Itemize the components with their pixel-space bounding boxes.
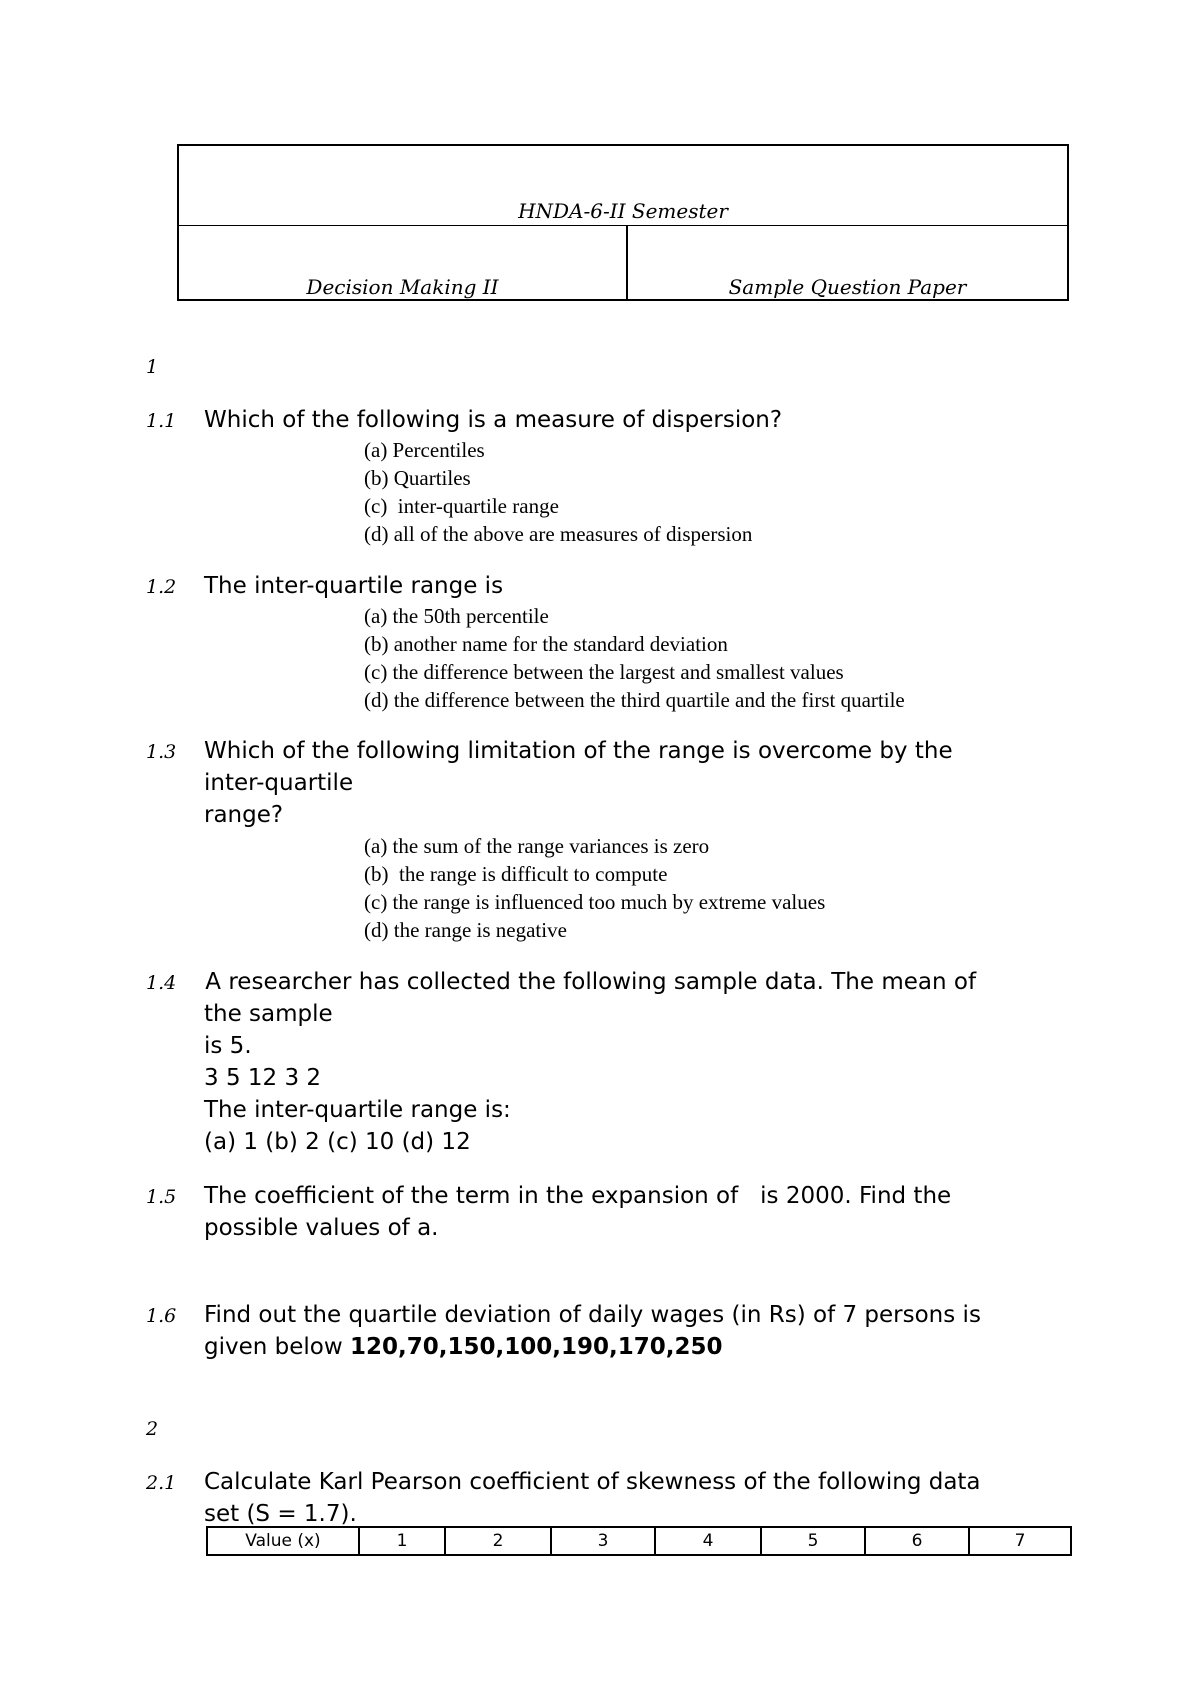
header-box [177,144,1069,301]
question-text: Find out the quartile deviation of daily wages (in Rs) of 7 persons is given below 120,70,150,100,190,170,250 [204,1302,981,1360]
table-cell: 4 [655,1527,761,1555]
paper-type-cell [628,225,1067,301]
table-cell: 7 [969,1527,1071,1555]
options-list [364,602,905,714]
table-cell: 2 [445,1527,551,1555]
wage-values: 120,70,150,100,190,170,250 [349,1334,723,1360]
options-list [364,436,752,548]
question-text: Which of the following limitation of the range is overcome by the inter-quartile range? [204,738,953,828]
paper-type-title: Sample Question Paper [728,275,967,299]
question-number: 1.4 [146,972,177,994]
option: (b) another name for the standard deviation [364,632,728,656]
question-text: The inter-quartile range is [204,573,504,599]
option: (d) the difference between the third quartile and the first quartile [364,688,905,712]
question-text: Calculate Karl Pearson coefficient of skewness of the following data set (S = 1.7). [204,1469,981,1527]
question-number: 1.1 [146,410,177,432]
table-row [207,1527,1071,1555]
option: (b) the range is difficult to compute [364,862,668,886]
question-number: 2.1 [146,1472,177,1494]
option: (b) Quartiles [364,466,471,490]
section-number: 2 [146,1418,159,1440]
option: (a) the 50th percentile [364,604,549,628]
option: (d) all of the above are measures of dispersion [364,522,753,546]
options-list [364,832,825,944]
option: (c) the range is influenced too much by extreme values [364,890,826,914]
question-text: Which of the following is a measure of dispersion? [204,407,783,433]
question-text: A researcher has collected the following sample data. The mean of the sample is 5. 3 5 12 3 2 The inter-quartile range is: (a) 1 (b) 2 (c) 10 (d) 12 [198,969,977,1155]
table-header-cell: Value (x) [207,1527,359,1555]
data-table [206,1526,1072,1556]
option: (d) the range is negative [364,918,567,942]
header-top-row [179,146,1067,226]
question-text-prefix: given below [204,1334,350,1360]
section-number: 1 [146,356,159,378]
table-cell: 5 [761,1527,865,1555]
question-number: 1.2 [146,576,177,598]
table-cell: 1 [359,1527,445,1555]
semester-title: HNDA-6-II Semester [518,199,728,223]
table-cell: 6 [865,1527,969,1555]
question-number: 1.5 [146,1186,177,1208]
option: (a) the sum of the range variances is zero [364,834,710,858]
header-bottom-row [179,225,1067,301]
question-number: 1.3 [146,741,177,763]
option: (a) Percentiles [364,438,485,462]
question-number: 1.6 [146,1305,177,1327]
subject-cell [179,225,628,301]
question-text: The coefficient of the term in the expansion of is 2000. Find the possible values of a. [204,1183,952,1241]
option: (c) inter-quartile range [364,494,559,518]
table-cell: 3 [551,1527,655,1555]
subject-title: Decision Making II [306,275,499,299]
option: (c) the difference between the largest and smallest values [364,660,844,684]
